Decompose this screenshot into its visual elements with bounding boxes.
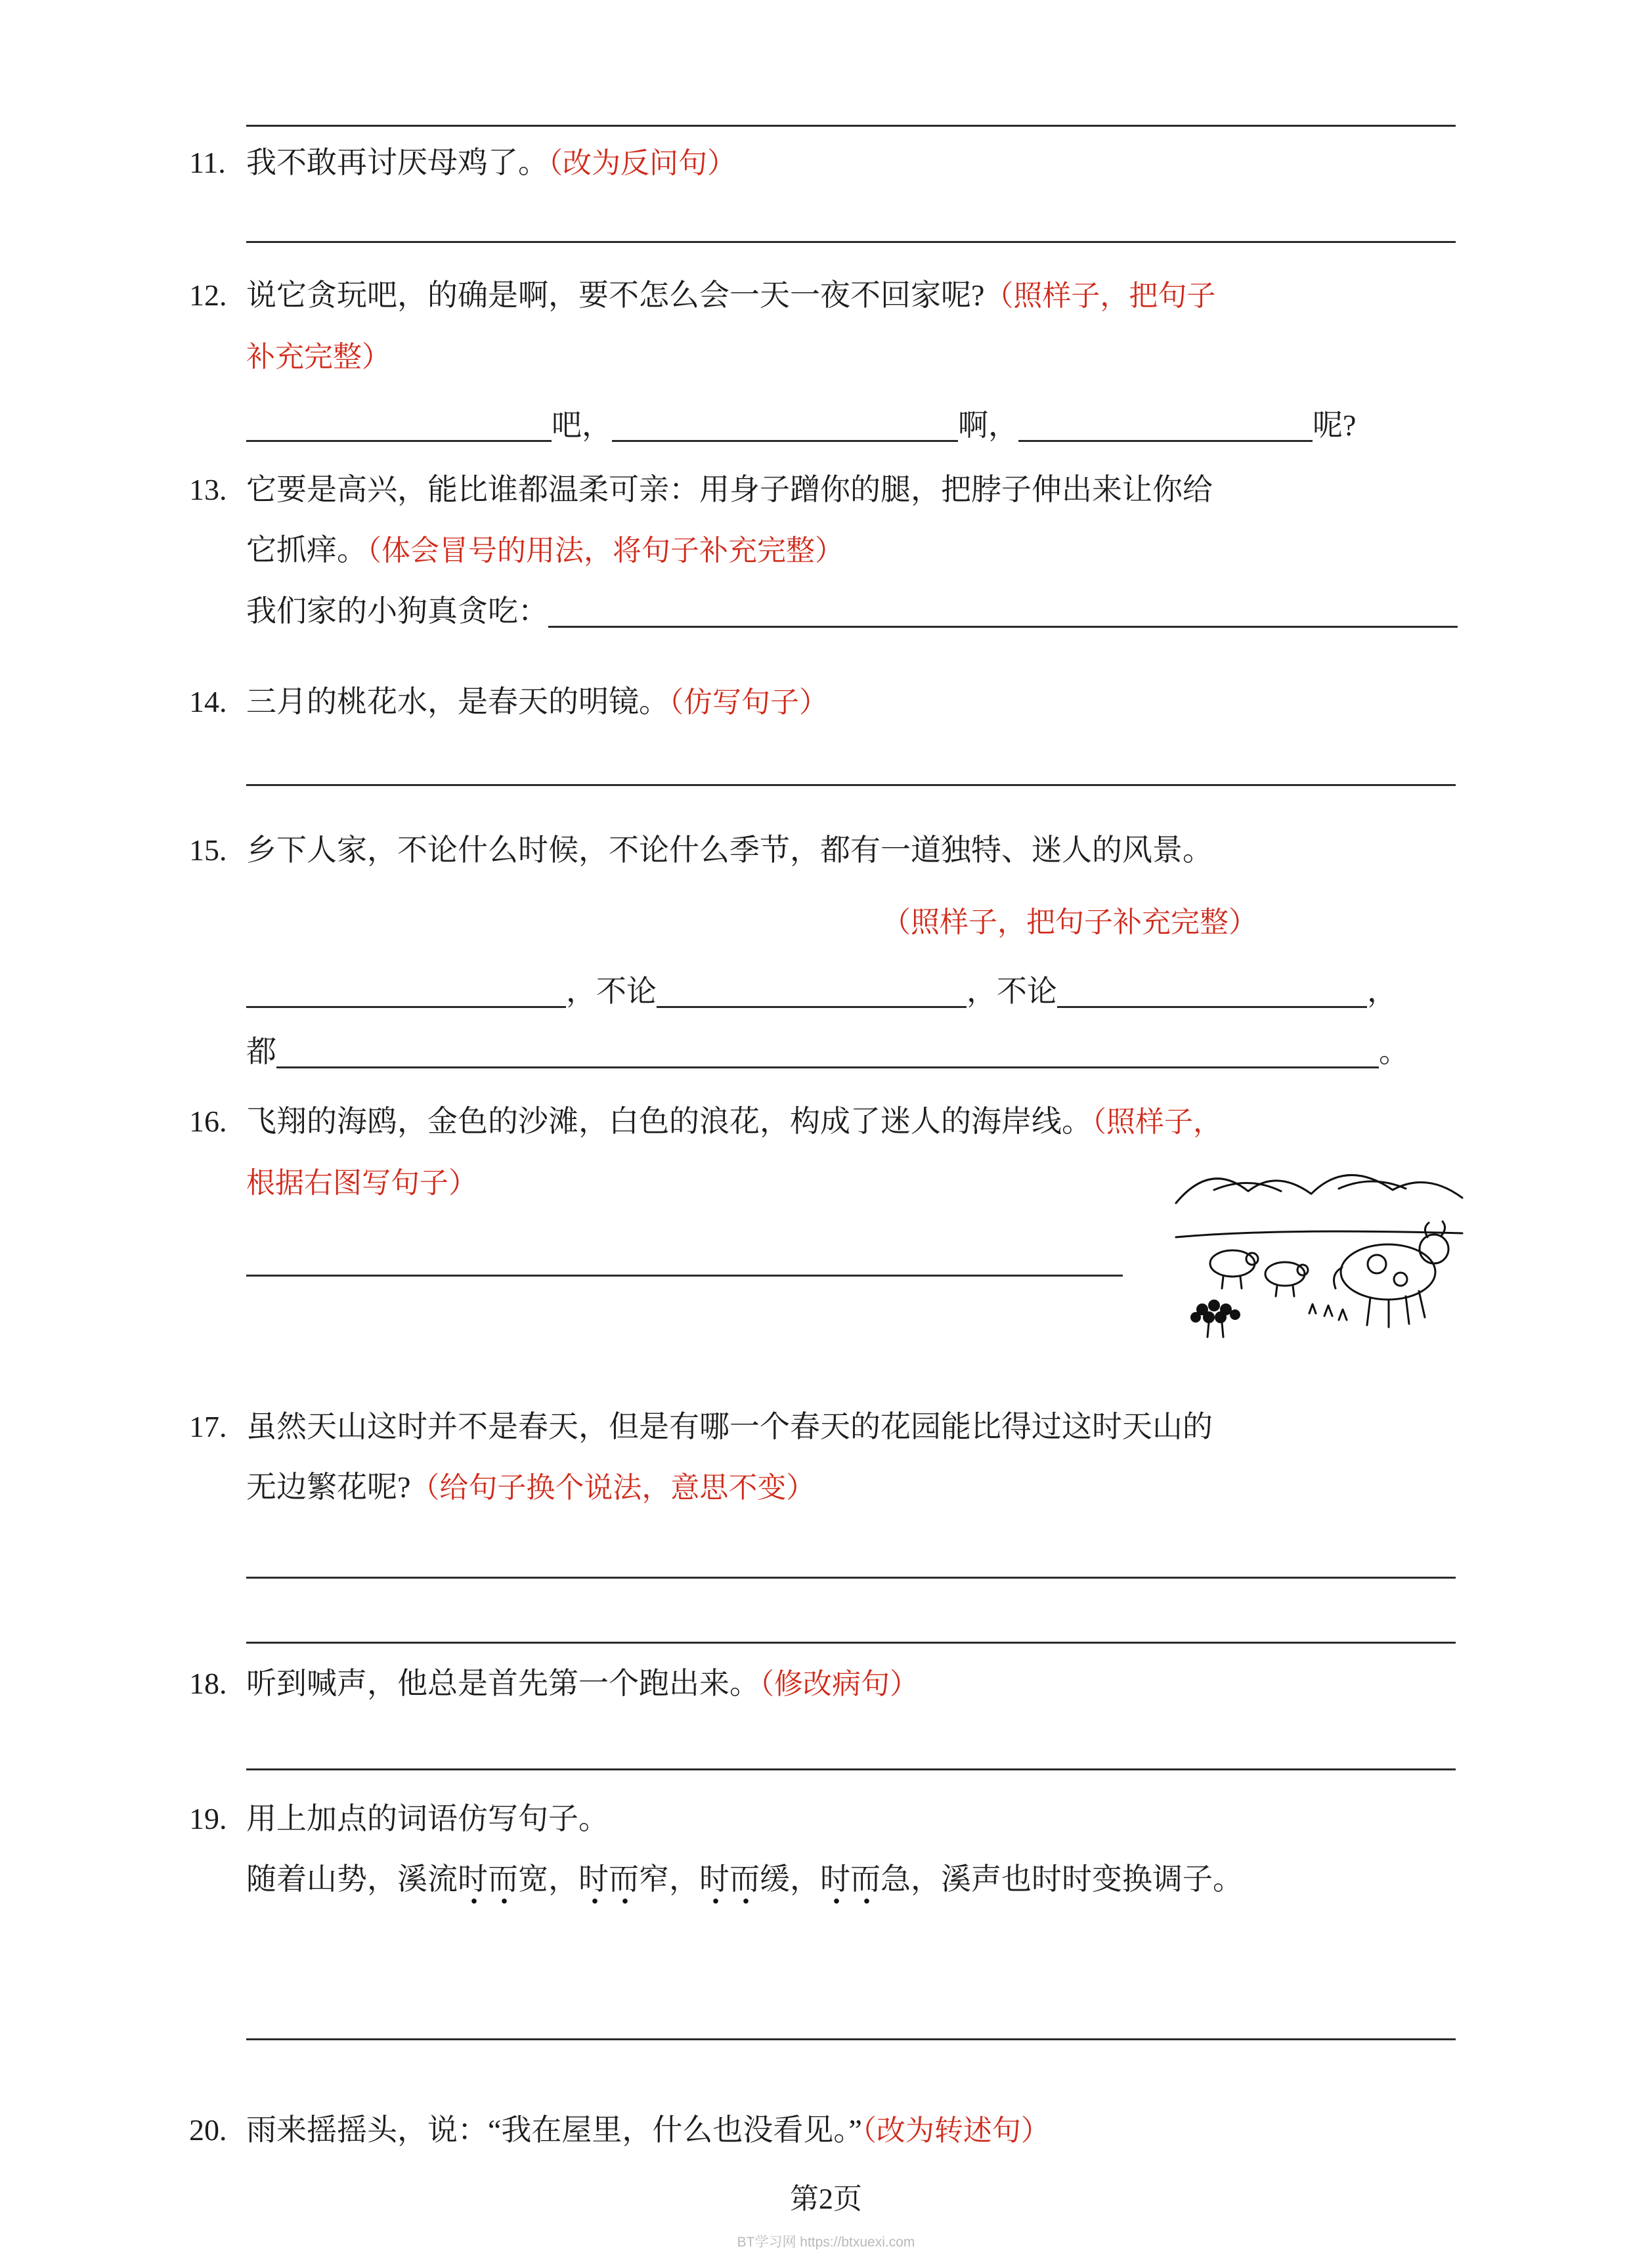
question-19-sentence-seg4: 缓，: [760, 1862, 820, 1896]
question-11-text: 我不敢再讨厌母鸡了。: [246, 146, 548, 179]
question-15-text: 乡下人家，不论什么时候，不论什么季节，都有一道独特、迷人的风景。: [246, 833, 1213, 867]
question-12-fill-line: [246, 395, 1356, 456]
question-20: [189, 2100, 1499, 2161]
question-18: [189, 1654, 1499, 1715]
question-16-instruction-part2: 根据右图写句子）: [246, 1167, 477, 1199]
question-19-sentence-seg5: 急，溪声也时时变换调子。: [880, 1862, 1243, 1896]
answer-line-q18: [246, 1768, 1456, 1770]
question-19-emphasis-4: 时而: [820, 1862, 880, 1906]
question-19-sentence-seg1: 随着山势，溪流: [246, 1862, 458, 1896]
answer-line-q19: [246, 2038, 1456, 2040]
question-12-blank-3: [1018, 440, 1313, 442]
question-16-instruction-part1: （照样子，: [1092, 1106, 1222, 1138]
question-14-number: 14.: [189, 685, 227, 718]
question-13-instruction: （体会冒号的用法，将句子补充完整）: [367, 535, 844, 567]
page-number: 第2页: [790, 2183, 862, 2215]
question-13-text-line1: 它要是高兴，能比谁都温柔可亲：用身子蹭你的腿，把脖子伸出来让你给: [246, 473, 1213, 506]
question-19-number: 19.: [189, 1802, 227, 1835]
question-12-fill-ba: 吧，: [552, 408, 612, 442]
question-11-instruction: （改为反问句）: [548, 147, 736, 179]
question-15-fill-lines: [246, 961, 1409, 1082]
question-13-text-line2: 它抓痒。: [246, 533, 367, 567]
question-12: [189, 265, 1499, 387]
question-15-fill-bulun1: ，不论: [566, 975, 657, 1008]
pasture-illustration: [1175, 1150, 1464, 1341]
question-17: [189, 1397, 1499, 1518]
question-14: [189, 672, 1499, 733]
question-20-text: 雨来摇摇头，说：“我在屋里，什么也没看见。”: [246, 2113, 862, 2147]
question-18-text: 听到喊声，他总是首先第一个跑出来。: [246, 1667, 760, 1700]
question-15-fill-dou: 都: [246, 1035, 276, 1068]
question-15-blank-1: [246, 1006, 566, 1008]
question-13-prompt: 我们家的小狗真贪吃：: [246, 594, 548, 628]
question-12-blank-2: [612, 440, 958, 442]
question-19-sentence-seg3: 窄，: [639, 1862, 699, 1896]
question-13-number: 13.: [189, 473, 227, 506]
answer-line-q17-1: [246, 1577, 1456, 1579]
question-11: [189, 133, 1499, 194]
question-17-text-line2: 无边繁花呢?: [246, 1470, 411, 1504]
question-16-text: 飞翔的海鸥，金色的沙滩，白色的浪花，构成了迷人的海岸线。: [246, 1105, 1092, 1138]
question-14-text: 三月的桃花水，是春天的明镜。: [246, 685, 669, 718]
question-20-instruction: （改为转述句）: [861, 2115, 1050, 2147]
question-15-fill-period: 。: [1379, 1035, 1409, 1068]
answer-line-q11: [246, 241, 1456, 243]
answer-line-q16: [246, 1275, 1123, 1277]
question-15-fill-comma: ，: [1367, 975, 1397, 1008]
question-13-blank: [548, 626, 1458, 628]
question-19-title: 用上加点的词语仿写句子。: [246, 1802, 609, 1835]
question-15-blank-3: [1057, 1006, 1367, 1008]
question-20-number: 20.: [189, 2113, 227, 2147]
question-18-instruction: （修改病句）: [760, 1668, 919, 1700]
question-16-number: 16.: [189, 1105, 227, 1138]
question-17-text-line1: 虽然天山这时并不是春天，但是有哪一个春天的花园能比得过这时天山的: [246, 1410, 1213, 1443]
question-19-emphasis-3: 时而: [699, 1862, 760, 1906]
question-14-instruction: （仿写句子）: [669, 686, 828, 718]
watermark: BT学习网 https://btxuexi.com: [737, 2235, 915, 2250]
question-12-instruction-part1: （照样子，把句子: [984, 280, 1216, 312]
question-13: [189, 460, 1499, 642]
question-18-number: 18.: [189, 1667, 227, 1700]
question-15: [189, 820, 1499, 881]
question-17-instruction: （给句子换个说法，意思不变）: [410, 1472, 815, 1504]
question-15-fill-bulun2: ，不论: [967, 975, 1057, 1008]
question-15-instruction: （照样子，把句子补充完整）: [882, 906, 1257, 938]
question-19-sentence-seg2: 宽，: [518, 1862, 578, 1896]
question-15-blank-4: [276, 1066, 1379, 1068]
question-12-fill-ne: 呢?: [1313, 408, 1357, 442]
pasture-illustration-svg: [1175, 1150, 1464, 1341]
question-12-blank-1: [246, 440, 552, 442]
question-19-emphasis-2: 时而: [578, 1862, 639, 1906]
question-11-number: 11.: [189, 146, 226, 179]
question-12-number: 12.: [189, 278, 227, 312]
question-15-blank-2: [657, 1006, 967, 1008]
question-19: [189, 1789, 1499, 1910]
question-12-instruction-part2: 补充完整）: [246, 341, 391, 373]
question-15-number: 15.: [189, 833, 227, 867]
question-19-emphasis-1: 时而: [458, 1862, 518, 1906]
question-12-fill-a: 啊，: [958, 408, 1018, 442]
answer-line-q10: [246, 125, 1456, 127]
question-17-number: 17.: [189, 1410, 227, 1443]
answer-line-q17-2: [246, 1642, 1456, 1644]
answer-line-q14: [246, 784, 1456, 786]
question-12-text: 说它贪玩吧，的确是啊，要不怎么会一天一夜不回家呢?: [246, 278, 985, 312]
